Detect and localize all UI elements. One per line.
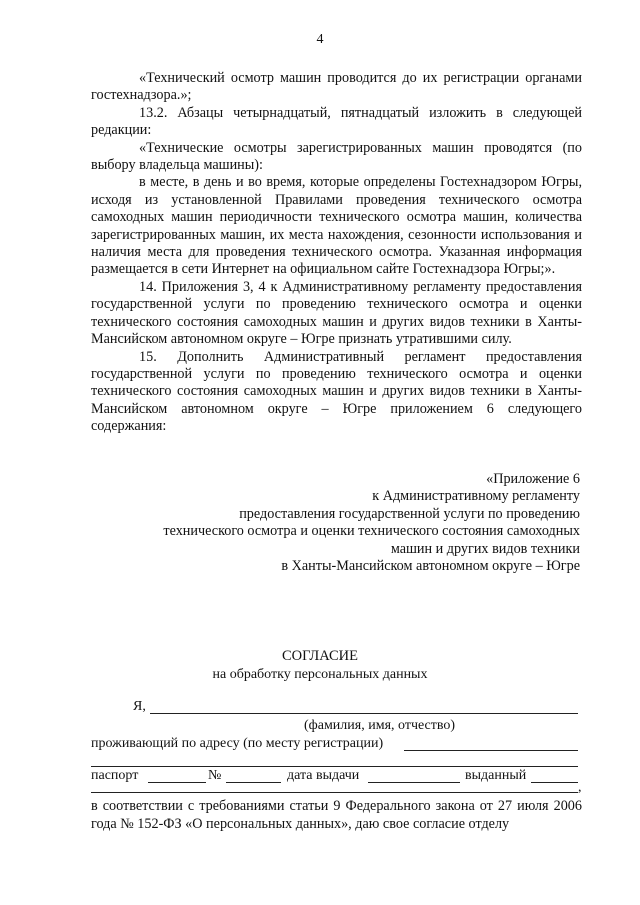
paragraph-3: «Технические осмотры зарегистрированных машин проводятся (по выбору владельца машины):	[91, 139, 582, 174]
fio-field-line[interactable]	[150, 713, 578, 714]
paragraph-4: в месте, в день и во время, которые определены Гостехнадзором Югры, исходя из установленной Правилами проведения технического осмотра самоходных машин периодичности технического осмотра машин, количества зарегистрированных машин, их места нахождения, сезонности использования и наличия места для проведения технического осмотра. Указанная информация размещается в сети Интернет на официальном сайте Гостехнадзора Югры;».	[91, 174, 582, 278]
comma: ,	[578, 780, 582, 795]
issue-date-line[interactable]	[368, 782, 460, 783]
paragraph-5: 14. Приложения 3, 4 к Административному регламенту предоставления государственной услуги по проведению технического осмотра и оценки технического состояния самоходных машин и других видов техники в Ханты-Мансийском автономном округе – Югре признать утратившими силу.	[91, 278, 582, 348]
consent-text: в соответствии с требованиями статьи 9 Федерального закона от 27 июля 2006 года № 152-ФЗ «О персональных данных», даю свое согласие отделу	[91, 798, 582, 832]
issued-by-line[interactable]	[531, 782, 578, 783]
paragraph-1: «Технический осмотр машин проводится до их регистрации органами гостехнадзора.»;	[91, 70, 582, 104]
issue-date-label: дата выдачи	[287, 768, 360, 783]
appendix-line: к Административному регламенту	[372, 488, 580, 505]
page-number: 4	[316, 32, 324, 47]
address-field-line-2[interactable]	[91, 766, 578, 767]
appendix-line: в Ханты-Мансийском автономном округе – Югре	[281, 558, 580, 575]
appendix-line: предоставления государственной услуги по проведению	[239, 505, 580, 522]
issued-by-label: выданный	[465, 768, 527, 783]
consent-subtitle: на обработку персональных данных	[212, 667, 428, 682]
paragraph-2: 13.2. Абзацы четырнадцатый, пятнадцатый изложить в следующей редакции:	[91, 104, 582, 139]
appendix-header	[100, 471, 580, 575]
ya-label: Я,	[133, 699, 146, 714]
consent-title: СОГЛАСИЕ	[281, 648, 359, 664]
issued-by-line-2[interactable]	[91, 792, 578, 793]
passport-series-line[interactable]	[148, 782, 206, 783]
number-label: №	[208, 768, 222, 783]
address-label: проживающий по адресу (по месту регистрации)	[91, 736, 384, 751]
address-field-line[interactable]	[404, 750, 578, 751]
fio-caption: (фамилия, имя, отчество)	[304, 718, 456, 733]
appendix-line: машин и других видов техники	[390, 540, 580, 557]
passport-number-line[interactable]	[226, 782, 281, 783]
passport-label: паспорт	[91, 768, 139, 783]
document-body	[91, 70, 582, 436]
appendix-line: технического осмотра и оценки технического состояния самоходных	[163, 523, 580, 540]
paragraph-6: 15. Дополнить Административный регламент предоставления государственной услуги по проведению технического осмотра и оценки технического состояния самоходных машин и других видов техники в Ханты-Мансийском автономном округе – Югре приложением 6 следующего содержания:	[91, 348, 582, 435]
appendix-line: «Приложение 6	[486, 471, 580, 487]
